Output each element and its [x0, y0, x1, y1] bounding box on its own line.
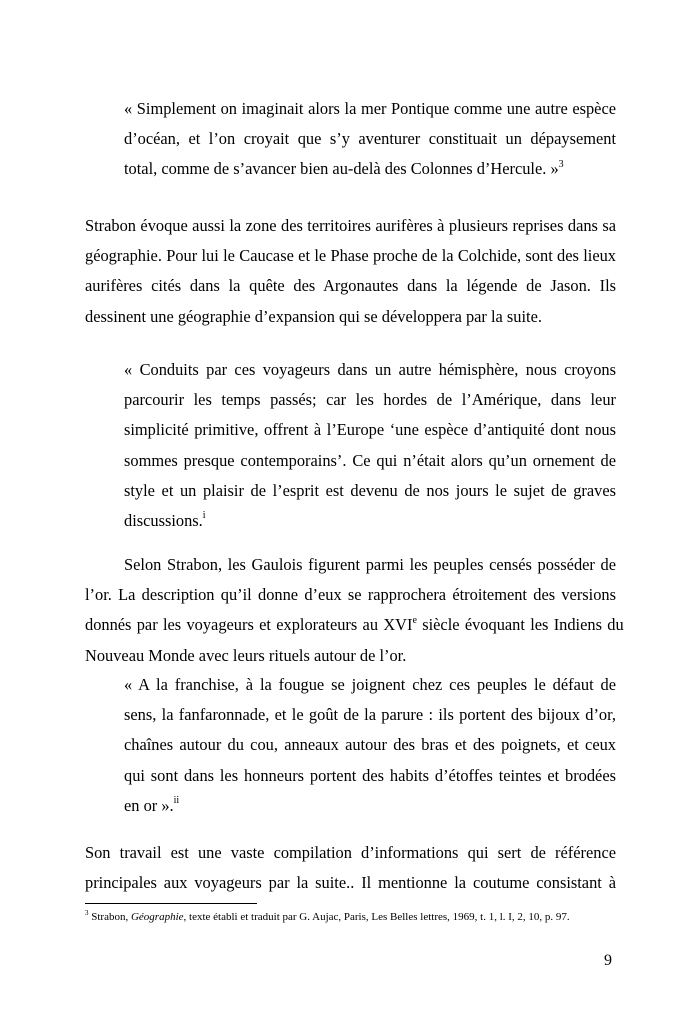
text-line [85, 610, 624, 640]
endnote-ref[interactable]: ii [173, 795, 180, 807]
paragraph-gauls [85, 550, 624, 671]
footnote-title: Géographie [130, 911, 184, 923]
text-line: simplicité primitive, offrent à l’Europe ‘une espèce d’antiquité dont nous [124, 420, 616, 440]
footnote-ref[interactable]: 3 [558, 158, 564, 170]
text-line: l’or. La description qu’il donne d’eux se rapprochera étroitement des versions [85, 585, 616, 605]
text-line: dessinent une géographie d’expansion qui se développera par la suite. [85, 306, 542, 326]
text-fragment: total, comme de s’avancer bien au-delà des Colonnes d’Hercule. » [124, 159, 559, 179]
text-line [124, 506, 616, 536]
text-line: Strabon évoque aussi la zone des territoires aurifères à plusieurs reprises dans sa [85, 216, 616, 235]
century-superscript: e [412, 614, 417, 626]
text-line: style et un plaisir de l’esprit est devenu de nos jours le sujet de graves [124, 480, 616, 500]
text-line: géographie. Pour lui le Caucase et le Phase proche de la Colchide, sont des lieux [85, 246, 616, 266]
footnote-separator [85, 903, 257, 904]
text-line: « Conduits par ces voyageurs dans un autre hémisphère, nous croyons [124, 360, 616, 379]
text-line: aurifères cités dans la quête des Argonautes dans la légende de Jason. Ils [85, 276, 616, 296]
endnote-ref[interactable]: i [202, 510, 206, 522]
text-line: chaînes autour du cou, anneaux autour des bras et des poignets, et ceux [124, 735, 616, 755]
text-line: « Simplement on imaginait alors la mer Pontique comme une autre espèce [124, 99, 616, 118]
text-line [124, 791, 616, 821]
text-line: qui sont dans les honneurs portent des habits d’étoffes teintes et brodées [124, 765, 616, 785]
footnote-details: , texte établi et traduit par G. Aujac, Paris, Les Belles lettres, 1969, t. 1, l. I, 2, 10, p. 97. [183, 911, 570, 923]
text-line: Nouveau Monde avec leurs rituels autour de l’or. [85, 645, 407, 665]
paragraph-compilation [85, 838, 616, 898]
paragraph-gold-territories [85, 211, 616, 332]
text-fragment: en or ». [124, 795, 174, 815]
text-fragment: siècle évoquant les Indiens du [416, 615, 624, 635]
quote-pontus [124, 94, 616, 185]
quote-travellers [124, 355, 616, 536]
footnote-author: Strabon, [88, 911, 131, 923]
text-line: principales aux voyageurs par la suite.. Il mentionne la coutume consistant à [85, 873, 616, 893]
footnote [85, 910, 570, 924]
text-fragment: donnés par les voyageurs et explorateurs au XVI [85, 615, 413, 635]
text-line: Selon Strabon, les Gaulois figurent parmi les peuples censés posséder de [124, 555, 616, 574]
text-fragment: discussions. [124, 510, 203, 530]
text-line: d’océan, et l’on croyait que s’y aventurer constituait un dépaysement [124, 129, 616, 149]
footnote-number: 3 [85, 909, 89, 918]
text-line: parcourir les temps passés; car les hordes de l’Amérique, dans leur [124, 390, 616, 410]
quote-gauls-gold [124, 670, 616, 821]
text-line: sommes presque contemporains’. Ce qui n’était alors qu’un ornement de [124, 450, 616, 470]
page-number: 9 [604, 952, 612, 969]
text-line: sens, la fanfaronnade, et le goût de la parure : ils portent des bijoux d’or, [124, 705, 616, 725]
text-line: « A la franchise, à la fougue se joignent chez ces peuples le défaut de [124, 675, 616, 694]
text-line [124, 154, 616, 184]
text-line: Son travail est une vaste compilation d’informations qui sert de référence [85, 843, 616, 862]
